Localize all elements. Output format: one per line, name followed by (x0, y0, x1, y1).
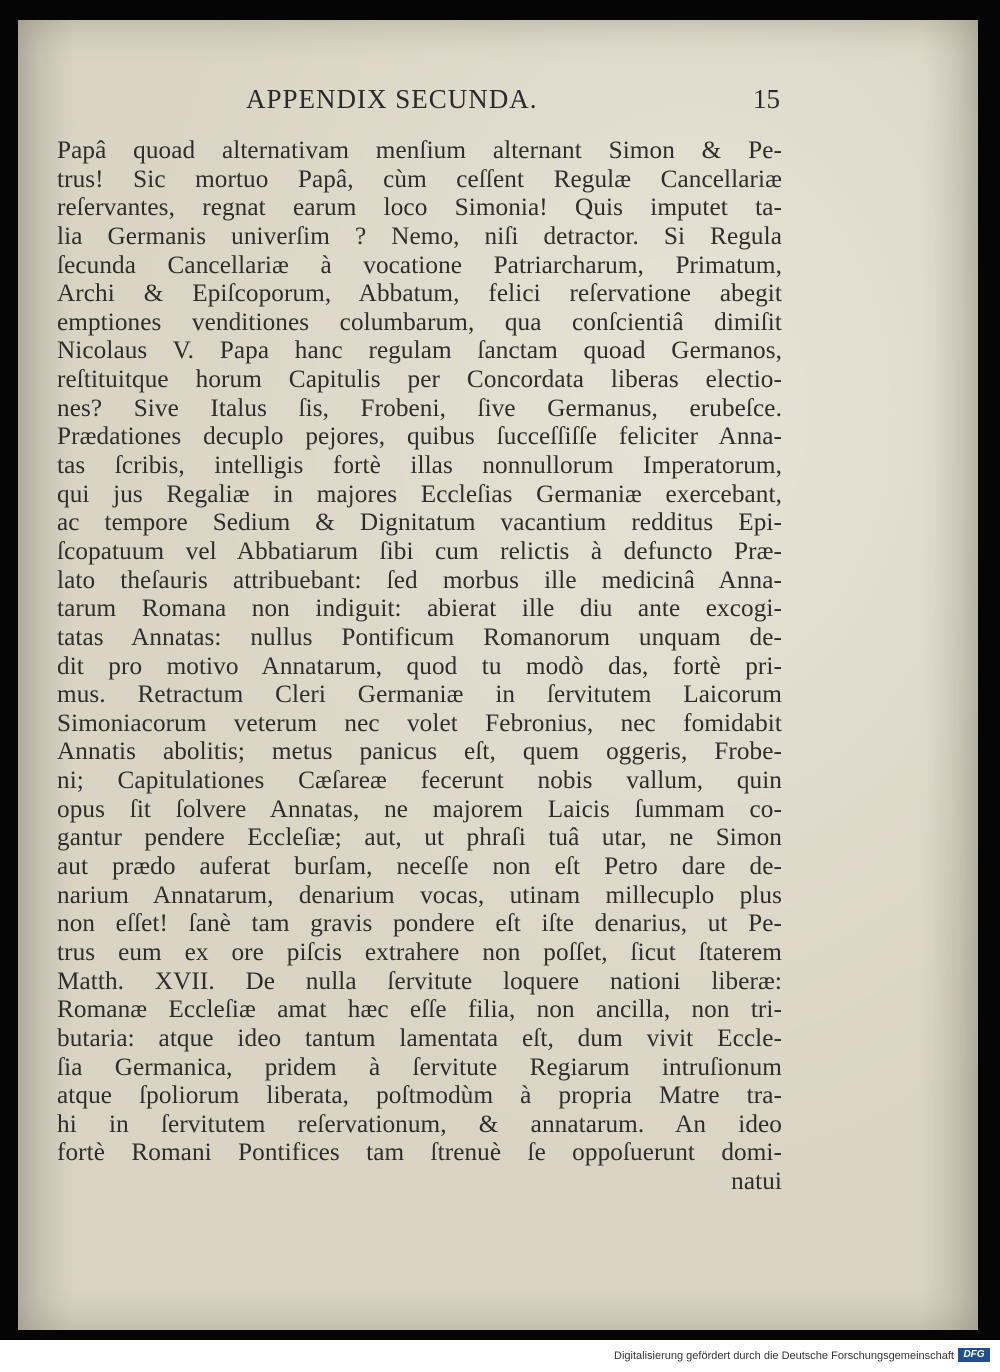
text-line: fortè Romani Pontifices tam ſtrenuè ſe oppoſuerunt domi- (57, 1139, 782, 1167)
page-header (228, 84, 788, 124)
text-line: ac tempore Sedium & Dignitatum vacantium redditus Epi- (57, 509, 782, 537)
text-line: trus! Sic mortuo Papâ, cùm ceſſent Regulæ Cancellariæ (57, 165, 782, 193)
text-line: Archi & Epiſcoporum, Abbatum, felici reſervatione abegit (57, 280, 782, 308)
text-line: emptiones venditiones columbarum, qua conſcientiâ dimiſit (57, 308, 782, 336)
text-line: tarum Romana non indiguit: abierat ille diu ante excogi- (57, 595, 782, 623)
text-line: nes? Sive Italus ſis, Frobeni, ſive Germanus, erubeſce. (57, 394, 782, 422)
text-line: Annatis abolitis; metus panicus eſt, quem oggeris, Frobe- (57, 738, 782, 766)
footer-bar (0, 1340, 1000, 1372)
text-line: Simoniacorum veterum nec volet Febronius, nec fomidabit (57, 709, 782, 737)
text-line: ſecunda Cancellariæ à vocatione Patriarcharum, Primatum, (57, 251, 782, 279)
text-line: narium Annatarum, denarium vocas, utinam millecuplo plus (57, 881, 782, 909)
text-line: Matth. XVII. De nulla ſervitute loquere nationi liberæ: (57, 967, 782, 995)
text-line: lia Germanis univerſim ? Nemo, niſi detractor. Si Regula (57, 222, 782, 250)
text-line: qui jus Regaliæ in majores Eccleſias Germaniæ exercebant, (57, 480, 782, 508)
text-line: trus eum ex ore piſcis extrahere non poſſet, ſicut ſtaterem (57, 938, 782, 966)
page-number: 15 (753, 84, 780, 114)
text-line: dit pro motivo Annatarum, quod tu modò das, fortè pri- (57, 652, 782, 680)
text-line: ſia Germanica, pridem à ſervitute Regiarum intruſionum (57, 1053, 782, 1081)
text-line: Prædationes decuplo pejores, quibus ſucceſſiſſe feliciter Anna- (57, 423, 782, 451)
text-line: aut prædo auferat burſam, neceſſe non eſt Petro dare de- (57, 853, 782, 881)
text-line: reſtituitque horum Capitulis per Concordata liberas electio- (57, 366, 782, 394)
text-line: gantur pendere Eccleſiæ; aut, ut phraſi tuâ utar, ne Simon (57, 824, 782, 852)
text-line: opus ſit ſolvere Annatas, ne majorem Laicis ſummam co- (57, 795, 782, 823)
text-line: mus. Retractum Cleri Germaniæ in ſervitutem Laicorum (57, 681, 782, 709)
body-text (57, 137, 782, 1197)
text-line: ſcopatuum vel Abbatiarum ſibi cum relictis à defuncto Præ- (57, 537, 782, 565)
text-line: hi in ſervitutem reſervationum, & annatarum. An ideo (57, 1110, 782, 1138)
text-line: lato theſauris attribuebant: ſed morbus ille medicinâ Anna- (57, 566, 782, 594)
text-line: reſervantes, regnat earum loco Simonia! Quis imputet ta- (57, 194, 782, 222)
text-line: Papâ quoad alternativam menſium alternant Simon & Pe- (57, 137, 782, 164)
text-line: non eſſet! ſanè tam gravis pondere eſt iſte denarius, ut Pe- (57, 910, 782, 938)
text-line: tas ſcribis, intelligis fortè illas nonnullorum Imperatorum, (57, 452, 782, 480)
text-line: atque ſpoliorum liberata, poſtmodùm à propria Matre tra- (57, 1082, 782, 1110)
dfg-logo-icon: DFG (958, 1348, 990, 1362)
text-line: Romanæ Eccleſiæ amat hæc eſſe filia, non ancilla, non tri- (57, 996, 782, 1024)
text-line: butaria: atque ideo tantum lamentata eſt, dum vivit Eccle- (57, 1024, 782, 1052)
text-line: ni; Capitulationes Cæſareæ fecerunt nobis vallum, quin (57, 767, 782, 795)
catchword: natui (731, 1168, 782, 1196)
funding-credit: Digitalisierung gefördert durch die Deutsche Forschungsgemeinschaft (614, 1350, 954, 1362)
running-title: APPENDIX SECUNDA. (246, 84, 538, 114)
text-line: tatas Annatas: nullus Pontificum Romanorum unquam de- (57, 623, 782, 651)
text-line: Nicolaus V. Papa hanc regulam ſanctam quoad Germanos, (57, 337, 782, 365)
